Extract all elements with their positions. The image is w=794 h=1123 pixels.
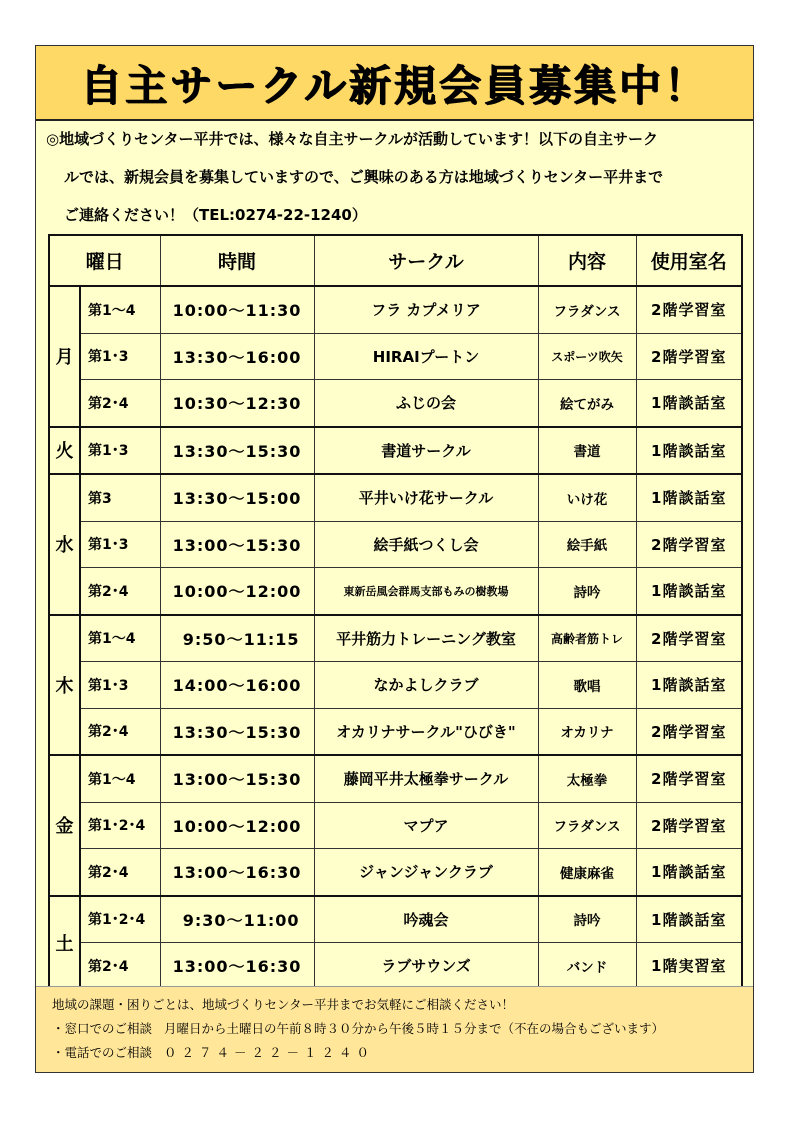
circle-cell: 絵手紙つくし会 (314, 521, 538, 568)
time-cell: 13:30～15:30 (160, 708, 314, 755)
time-cell: 9:30～11:00 (160, 896, 314, 943)
room-cell: 2階学習室 (636, 521, 742, 568)
footer-line-2 (52, 1017, 753, 1041)
room-cell: 1階談話室 (636, 896, 742, 943)
table-row (49, 286, 742, 333)
title-banner (36, 46, 753, 121)
room-cell: 1階談話室 (636, 427, 742, 475)
time-cell: 13:00～15:30 (160, 755, 314, 802)
room-cell: 1階談話室 (636, 849, 742, 896)
room-cell: 2階学習室 (636, 333, 742, 380)
time-cell: 13:30～16:00 (160, 333, 314, 380)
circle-cell: 書道サークル (314, 427, 538, 475)
intro-text (46, 120, 746, 234)
table-row (49, 427, 742, 475)
week-cell: 第1～4 (80, 755, 160, 802)
time-cell: 13:30～15:00 (160, 474, 314, 521)
day-cell: 水 (49, 474, 80, 615)
day-cell: 金 (49, 755, 80, 896)
room-cell: 1階談話室 (636, 474, 742, 521)
table-row (49, 943, 742, 990)
table-row (49, 380, 742, 427)
table-row (49, 802, 742, 849)
header-time: 時間 (160, 235, 314, 286)
intro-line-1: ◎地域づくりセンター平井では、様々な自主サークルが活動しています！以下の自主サーク (46, 130, 659, 148)
circle-cell: フラ カプメリア (314, 286, 538, 333)
circle-cell: オカリナサークル"ひびき" (314, 708, 538, 755)
intro-line-3: ご連絡ください！（TEL:0274-22-1240） (64, 206, 367, 224)
room-cell: 1階実習室 (636, 943, 742, 990)
page-title: 自主サークル新規会員募集中！ (80, 60, 709, 110)
room-cell: 2階学習室 (636, 755, 742, 802)
time-cell: 13:30～15:30 (160, 427, 314, 475)
day-cell: 火 (49, 427, 80, 475)
week-cell: 第1～4 (80, 615, 160, 662)
content-cell: フラダンス (538, 802, 636, 849)
counter-consult-hours: 月曜日から土曜日の午前８時３０分から午後５時１５分まで（不在の場合もございます） (163, 1021, 664, 1036)
circle-cell: 吟魂会 (314, 896, 538, 943)
room-cell: 1階談話室 (636, 662, 742, 709)
content-cell: 高齢者筋トレ (538, 615, 636, 662)
circle-cell: HIRAIプートン (314, 333, 538, 380)
room-cell: 1階談話室 (636, 380, 742, 427)
contact-footer (36, 986, 753, 1072)
table-row (49, 521, 742, 568)
circle-cell: 藤岡平井太極拳サークル (314, 755, 538, 802)
content-cell: スポーツ吹矢 (538, 333, 636, 380)
time-cell: 10:00～12:00 (160, 802, 314, 849)
table-row (49, 896, 742, 943)
week-cell: 第2･4 (80, 380, 160, 427)
intro-line-2: ルでは、新規会員を募集していますので、ご興味のある方は地域づくりセンター平井まで (64, 168, 664, 186)
table-row (49, 662, 742, 709)
week-cell: 第2･4 (80, 849, 160, 896)
room-cell: 2階学習室 (636, 615, 742, 662)
room-cell: 1階談話室 (636, 568, 742, 615)
week-cell: 第2･4 (80, 943, 160, 990)
header-room: 使用室名 (636, 235, 742, 286)
circle-cell: 東新岳風会群馬支部もみの樹教場 (314, 568, 538, 615)
content-cell: 詩吟 (538, 896, 636, 943)
counter-consult-label: ・窓口でのご相談 (52, 1021, 153, 1036)
circle-cell: なかよしクラブ (314, 662, 538, 709)
table-row (49, 708, 742, 755)
content-cell: 絵手紙 (538, 521, 636, 568)
content-cell: 絵てがみ (538, 380, 636, 427)
table-row (49, 849, 742, 896)
circle-cell: 平井筋力トレーニング教室 (314, 615, 538, 662)
time-cell: 9:50～11:15 (160, 615, 314, 662)
week-cell: 第2･4 (80, 568, 160, 615)
time-cell: 13:00～16:30 (160, 943, 314, 990)
content-cell: いけ花 (538, 474, 636, 521)
time-cell: 13:00～16:30 (160, 849, 314, 896)
room-cell: 2階学習室 (636, 286, 742, 333)
content-cell: バンド (538, 943, 636, 990)
week-cell: 第2･4 (80, 708, 160, 755)
content-cell: 健康麻雀 (538, 849, 636, 896)
table-row (49, 755, 742, 802)
phone-consult-label: ・電話でのご相談 (52, 1045, 153, 1060)
week-cell: 第1･2･4 (80, 896, 160, 943)
week-cell: 第1･2･4 (80, 802, 160, 849)
table-row (49, 568, 742, 615)
footer-line-3 (52, 1041, 753, 1065)
day-cell: 木 (49, 615, 80, 756)
content-cell: 詩吟 (538, 568, 636, 615)
week-cell: 第1～4 (80, 286, 160, 333)
time-cell: 10:00～11:30 (160, 286, 314, 333)
circle-cell: ジャンジャンクラブ (314, 849, 538, 896)
time-cell: 10:00～12:00 (160, 568, 314, 615)
day-cell: 月 (49, 286, 80, 427)
header-circle: サークル (314, 235, 538, 286)
week-cell: 第3 (80, 474, 160, 521)
content-cell: オカリナ (538, 708, 636, 755)
time-cell: 13:00～15:30 (160, 521, 314, 568)
room-cell: 2階学習室 (636, 802, 742, 849)
content-cell: 書道 (538, 427, 636, 475)
footer-line-1: 地域の課題・困りごとは、地域づくりセンター平井までお気軽にご相談ください！ (52, 997, 515, 1012)
week-cell: 第1･3 (80, 333, 160, 380)
week-cell: 第1･3 (80, 662, 160, 709)
table-row (49, 333, 742, 380)
day-cell: 土 (49, 896, 80, 990)
phone-number[interactable]: ０２７４－２２－１２４０ (163, 1045, 374, 1060)
time-cell: 10:30～12:30 (160, 380, 314, 427)
week-cell: 第1･3 (80, 521, 160, 568)
week-cell: 第1･3 (80, 427, 160, 475)
flyer-page (35, 45, 754, 1073)
room-cell: 2階学習室 (636, 708, 742, 755)
header-content: 内容 (538, 235, 636, 286)
content-cell: フラダンス (538, 286, 636, 333)
circle-schedule-table (48, 234, 743, 991)
content-cell: 歌唱 (538, 662, 636, 709)
circle-cell: ラブサウンズ (314, 943, 538, 990)
content-cell: 太極拳 (538, 755, 636, 802)
table-row (49, 615, 742, 662)
time-cell: 14:00～16:00 (160, 662, 314, 709)
table-row (49, 474, 742, 521)
circle-cell: 平井いけ花サークル (314, 474, 538, 521)
header-day: 曜日 (49, 235, 160, 286)
circle-cell: マプア (314, 802, 538, 849)
table-header-row (49, 235, 742, 286)
circle-cell: ふじの会 (314, 380, 538, 427)
